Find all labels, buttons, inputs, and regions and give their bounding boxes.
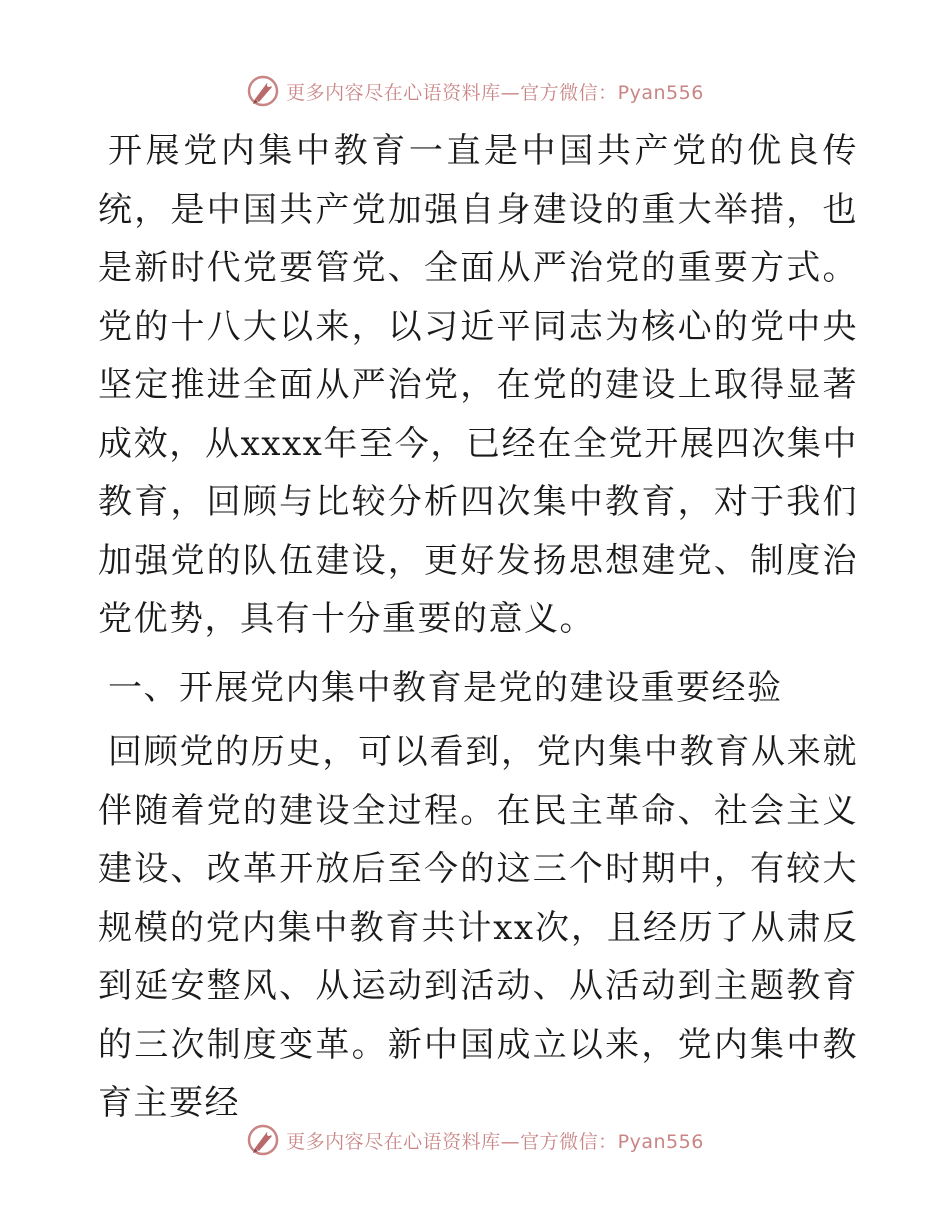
document-body [98, 122, 858, 1133]
section-heading: 一、开展党内集中教育是党的建设重要经验 [108, 667, 783, 708]
pen-nib-logo-icon [246, 74, 280, 108]
watermark-text: 更多内容尽在心语资料库—官方微信：Pyan556 [286, 1130, 704, 1153]
watermark-header [0, 71, 950, 111]
paragraph-intro: 开展党内集中教育一直是中国共产党的优良传统，是中国共产党加强自身建设的重大举措，也是新时代党要管党、全面从严治党的重要方式。党的十八大以来，以习近平同志为核心的党中央坚定推进全面从严治党，在党的建设上取得显著成效，从xxxx年至今，已经在全党开展四次集中教育，回顾与比较分析四次集中教育，对于我们加强党的队伍建设，更好发扬思想建党、制度治党优势，具有十分重要的意义。 [98, 131, 858, 639]
paragraph-history: 回顾党的历史，可以看到，党内集中教育从来就伴随着党的建设全过程。在民主革命、社会主义建设、改革开放后至今的这三个时期中，有较大规模的党内集中教育共计xx次，且经历了从肃反到延安整风、从运动到活动、从活动到主题教育的三次制度变革。新中国成立以来，党内集中教育主要经 [98, 732, 858, 1123]
watermark-footer [0, 1120, 950, 1160]
watermark-text: 更多内容尽在心语资料库—官方微信：Pyan556 [286, 81, 704, 104]
pen-nib-logo-icon [246, 1123, 280, 1157]
